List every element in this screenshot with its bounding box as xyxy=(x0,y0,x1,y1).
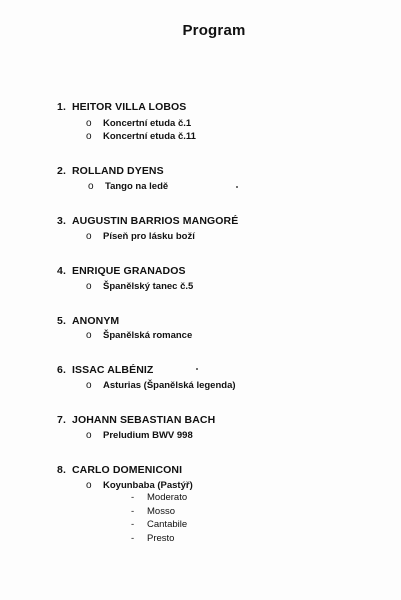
piece-title: Koyunbaba (Pastýř) xyxy=(103,480,193,491)
page-title: Program xyxy=(182,22,246,39)
piece-title: Preludium BWV 998 xyxy=(103,430,193,441)
item-number: 4. xyxy=(57,265,66,277)
movement-item xyxy=(131,519,187,530)
bullet-icon: o xyxy=(86,330,92,341)
composer-name: HEITOR VILLA LOBOS xyxy=(72,101,187,113)
dash-marker: - xyxy=(131,519,135,530)
piece-title: Asturias (Španělská legenda) xyxy=(103,380,236,391)
movement-title: Presto xyxy=(147,533,175,544)
item-number: 1. xyxy=(57,101,66,113)
composer-heading xyxy=(57,101,186,113)
item-number: 6. xyxy=(57,364,66,376)
bullet-icon: o xyxy=(86,281,92,292)
piece-item xyxy=(88,181,168,192)
composer-heading xyxy=(57,464,182,476)
bullet-icon: o xyxy=(86,131,92,142)
bullet-icon: o xyxy=(86,480,92,491)
dash-marker: - xyxy=(131,533,135,544)
scan-speck xyxy=(196,368,198,370)
piece-item xyxy=(86,118,191,129)
piece-title: Koncertní etuda č.11 xyxy=(103,131,196,142)
item-number: 5. xyxy=(57,315,66,327)
piece-item xyxy=(86,231,195,242)
composer-heading xyxy=(57,315,119,327)
dash-marker: - xyxy=(131,492,135,503)
composer-heading xyxy=(57,265,186,277)
item-number: 3. xyxy=(57,215,66,227)
composer-name: CARLO DOMENICONI xyxy=(72,464,183,476)
composer-heading xyxy=(57,414,215,426)
bullet-icon: o xyxy=(86,380,92,391)
movement-title: Mosso xyxy=(147,506,175,517)
composer-name: JOHANN SEBASTIAN BACH xyxy=(72,414,216,426)
composer-name: ISSAC ALBÉNIZ xyxy=(72,364,154,376)
piece-title: Španělský tanec č.5 xyxy=(103,281,194,292)
piece-title: Španělská romance xyxy=(103,330,193,341)
composer-heading xyxy=(57,364,153,376)
bullet-icon: o xyxy=(86,231,92,242)
composer-name: ANONYM xyxy=(72,315,120,327)
movement-item xyxy=(131,533,174,544)
piece-item xyxy=(86,281,193,292)
piece-title: Koncertní etuda č.1 xyxy=(103,118,192,129)
composer-heading xyxy=(57,165,164,177)
item-number: 2. xyxy=(57,165,66,177)
composer-name: ENRIQUE GRANADOS xyxy=(72,265,186,277)
bullet-icon: o xyxy=(88,181,94,192)
movement-item xyxy=(131,492,187,503)
piece-title: Píseň pro lásku boží xyxy=(103,231,195,242)
composer-name: AUGUSTIN BARRIOS MANGORÉ xyxy=(72,215,239,227)
composer-name: ROLLAND DYENS xyxy=(72,165,164,177)
piece-item xyxy=(86,480,193,491)
movement-item xyxy=(131,506,175,517)
piece-item xyxy=(86,380,236,391)
piece-item xyxy=(86,131,196,142)
bullet-icon: o xyxy=(86,430,92,441)
scan-speck xyxy=(236,186,238,188)
movement-title: Moderato xyxy=(147,492,188,503)
movement-title: Cantabile xyxy=(147,519,188,530)
item-number: 7. xyxy=(57,414,66,426)
bullet-icon: o xyxy=(86,118,92,129)
piece-title: Tango na ledě xyxy=(105,181,169,192)
item-number: 8. xyxy=(57,464,66,476)
piece-item xyxy=(86,330,192,341)
piece-item xyxy=(86,430,193,441)
dash-marker: - xyxy=(131,506,135,517)
composer-heading xyxy=(57,215,238,227)
